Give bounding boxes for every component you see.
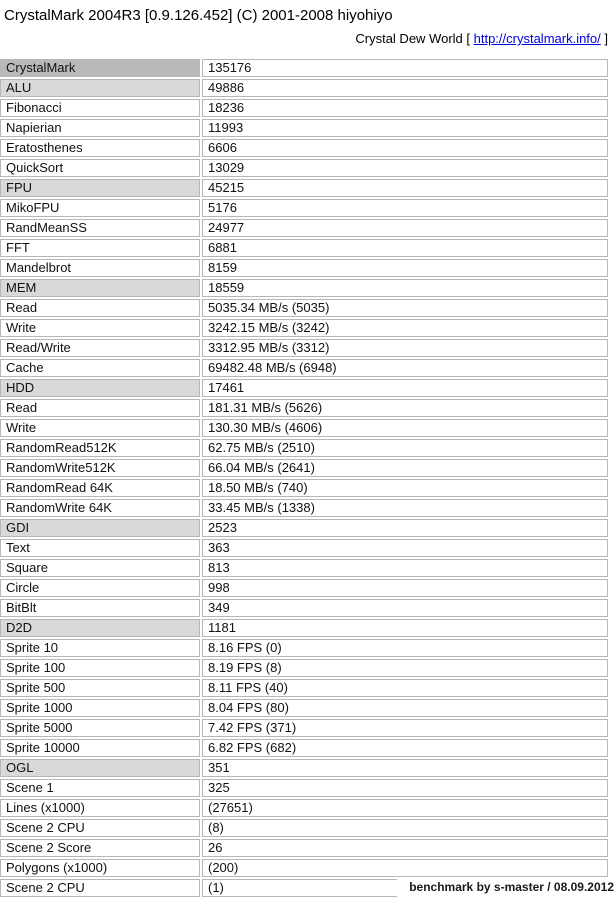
- table-row: [0, 699, 608, 717]
- row-label: Read: [0, 299, 200, 317]
- row-label: Read: [0, 399, 200, 417]
- row-label: Napierian: [0, 119, 200, 137]
- row-label: Scene 1: [0, 779, 200, 797]
- table-row: [0, 439, 608, 457]
- row-value: (8): [202, 819, 608, 837]
- row-value: 5035.34 MB/s (5035): [202, 299, 608, 317]
- row-value: 49886: [202, 79, 608, 97]
- row-value: 62.75 MB/s (2510): [202, 439, 608, 457]
- row-label: HDD: [0, 379, 200, 397]
- row-label: Cache: [0, 359, 200, 377]
- table-row: [0, 399, 608, 417]
- row-label: RandomRead512K: [0, 439, 200, 457]
- row-value: 351: [202, 759, 608, 777]
- row-value: (1): [202, 879, 608, 897]
- row-value: 1181: [202, 619, 608, 637]
- table-row: [0, 779, 608, 797]
- row-value: 69482.48 MB/s (6948): [202, 359, 608, 377]
- row-value: 349: [202, 599, 608, 617]
- row-value: 66.04 MB/s (2641): [202, 459, 608, 477]
- table-row: [0, 99, 608, 117]
- table-row: [0, 859, 608, 877]
- row-label: Sprite 500: [0, 679, 200, 697]
- row-value: 6881: [202, 239, 608, 257]
- row-label: Sprite 100: [0, 659, 200, 677]
- row-value: 18559: [202, 279, 608, 297]
- table-row: [0, 279, 608, 297]
- row-value: 8.11 FPS (40): [202, 679, 608, 697]
- subtitle-suffix: ]: [600, 31, 608, 46]
- table-row: [0, 639, 608, 657]
- row-value: 3242.15 MB/s (3242): [202, 319, 608, 337]
- benchmark-table-wrap: [0, 57, 614, 899]
- row-value: 18.50 MB/s (740): [202, 479, 608, 497]
- table-row: [0, 379, 608, 397]
- row-label: Sprite 10000: [0, 739, 200, 757]
- table-row: [0, 819, 608, 837]
- row-label: Eratosthenes: [0, 139, 200, 157]
- row-label: Polygons (x1000): [0, 859, 200, 877]
- row-value: 325: [202, 779, 608, 797]
- row-value: 3312.95 MB/s (3312): [202, 339, 608, 357]
- table-row: [0, 219, 608, 237]
- row-label: Scene 2 Score: [0, 839, 200, 857]
- row-label: Scene 2 CPU: [0, 819, 200, 837]
- row-value: 8.19 FPS (8): [202, 659, 608, 677]
- table-row: [0, 79, 608, 97]
- subtitle: [0, 31, 608, 47]
- row-label: CrystalMark: [0, 59, 200, 77]
- row-label: Circle: [0, 579, 200, 597]
- row-label: GDI: [0, 519, 200, 537]
- row-value: 8159: [202, 259, 608, 277]
- table-row: [0, 539, 608, 557]
- row-label: MEM: [0, 279, 200, 297]
- row-value: 181.31 MB/s (5626): [202, 399, 608, 417]
- row-value: (200): [202, 859, 608, 877]
- table-row: [0, 479, 608, 497]
- table-row: [0, 339, 608, 357]
- row-label: MikoFPU: [0, 199, 200, 217]
- benchmark-caption: benchmark by s-master / 08.09.2012: [397, 877, 616, 898]
- benchmark-table: [0, 57, 610, 899]
- table-row: [0, 179, 608, 197]
- table-row: [0, 259, 608, 277]
- row-label: RandMeanSS: [0, 219, 200, 237]
- table-row: [0, 159, 608, 177]
- table-row: [0, 239, 608, 257]
- table-row: [0, 499, 608, 517]
- row-value: 13029: [202, 159, 608, 177]
- row-value: 5176: [202, 199, 608, 217]
- row-value: 6.82 FPS (682): [202, 739, 608, 757]
- page-title: CrystalMark 2004R3 [0.9.126.452] (C) 2001-2008 hiyohiyo: [4, 7, 393, 24]
- row-value: 11993: [202, 119, 608, 137]
- row-label: RandomRead 64K: [0, 479, 200, 497]
- row-label: FPU: [0, 179, 200, 197]
- row-value: 45215: [202, 179, 608, 197]
- row-value: 2523: [202, 519, 608, 537]
- row-label: Scene 2 CPU: [0, 879, 200, 897]
- row-value: 8.04 FPS (80): [202, 699, 608, 717]
- row-value: (27651): [202, 799, 608, 817]
- row-value: 6606: [202, 139, 608, 157]
- row-value: 17461: [202, 379, 608, 397]
- row-label: QuickSort: [0, 159, 200, 177]
- row-label: Fibonacci: [0, 99, 200, 117]
- row-label: OGL: [0, 759, 200, 777]
- table-row: [0, 839, 608, 857]
- row-label: Lines (x1000): [0, 799, 200, 817]
- row-label: D2D: [0, 619, 200, 637]
- table-row: [0, 659, 608, 677]
- row-label: RandomWrite512K: [0, 459, 200, 477]
- table-row: [0, 559, 608, 577]
- row-value: 130.30 MB/s (4606): [202, 419, 608, 437]
- row-value: 18236: [202, 99, 608, 117]
- table-row: [0, 299, 608, 317]
- row-value: 363: [202, 539, 608, 557]
- row-label: FFT: [0, 239, 200, 257]
- row-label: Sprite 10: [0, 639, 200, 657]
- row-label: Sprite 1000: [0, 699, 200, 717]
- row-label: BitBlt: [0, 599, 200, 617]
- table-row: [0, 519, 608, 537]
- row-value: 8.16 FPS (0): [202, 639, 608, 657]
- row-value: 24977: [202, 219, 608, 237]
- row-value: 813: [202, 559, 608, 577]
- row-label: Read/Write: [0, 339, 200, 357]
- row-label: ALU: [0, 79, 200, 97]
- row-label: Square: [0, 559, 200, 577]
- row-label: Sprite 5000: [0, 719, 200, 737]
- table-row: [0, 799, 608, 817]
- row-value: 998: [202, 579, 608, 597]
- table-row: [0, 139, 608, 157]
- row-label: Write: [0, 319, 200, 337]
- table-row: [0, 459, 608, 477]
- row-value: 26: [202, 839, 608, 857]
- table-row: [0, 599, 608, 617]
- table-row: [0, 719, 608, 737]
- table-row: [0, 199, 608, 217]
- table-row: [0, 619, 608, 637]
- table-row: [0, 679, 608, 697]
- table-row: [0, 419, 608, 437]
- row-value: 33.45 MB/s (1338): [202, 499, 608, 517]
- subtitle-prefix: Crystal Dew World [: [355, 31, 474, 46]
- table-row: [0, 59, 608, 77]
- table-row: [0, 759, 608, 777]
- row-label: Mandelbrot: [0, 259, 200, 277]
- table-row: [0, 359, 608, 377]
- row-value: 7.42 FPS (371): [202, 719, 608, 737]
- table-row: [0, 739, 608, 757]
- table-row: [0, 119, 608, 137]
- table-row: [0, 319, 608, 337]
- row-value: 135176: [202, 59, 608, 77]
- row-label: Text: [0, 539, 200, 557]
- table-row: [0, 579, 608, 597]
- crystalmark-link[interactable]: http://crystalmark.info/: [473, 31, 601, 46]
- row-label: RandomWrite 64K: [0, 499, 200, 517]
- row-label: Write: [0, 419, 200, 437]
